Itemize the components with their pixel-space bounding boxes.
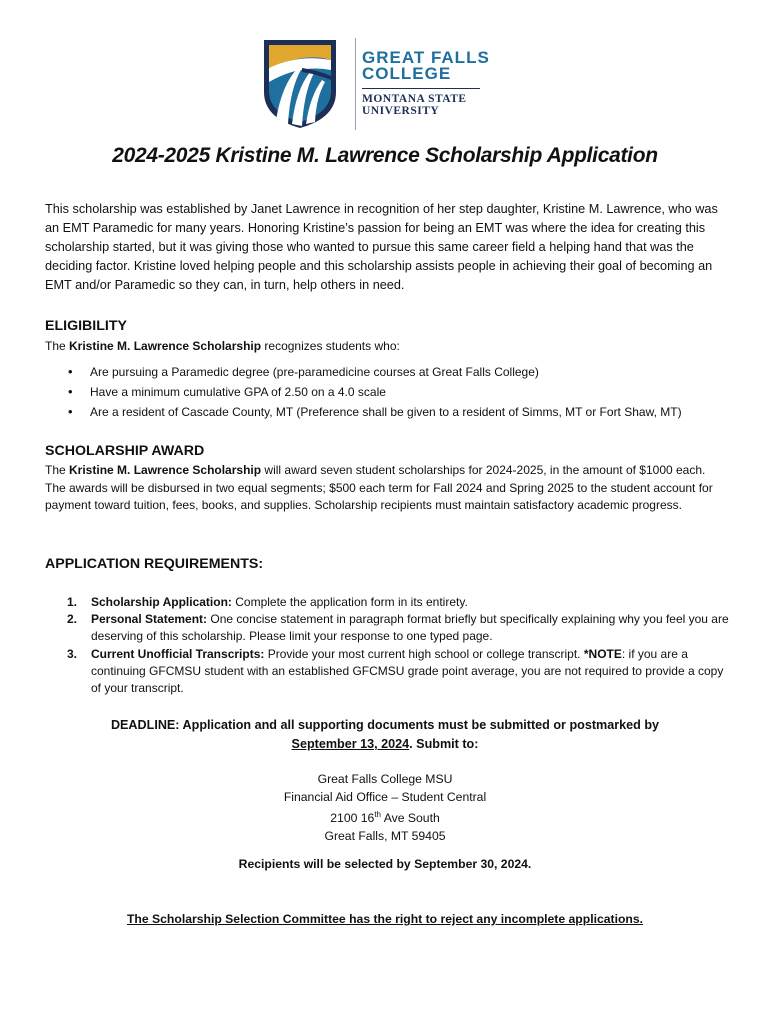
mailing-address: [0, 771, 770, 845]
address-line: Financial Aid Office – Student Central: [283, 789, 487, 804]
logo-line-montana-state: MONTANA STATE: [362, 93, 467, 105]
college-logo: [262, 36, 522, 132]
logo-line-great-falls: GREAT FALLS: [362, 48, 490, 67]
list-item: • Have a minimum cumulative GPA of 2.50 on a 4.0 scale: [45, 382, 735, 402]
address-line: Great Falls College MSU: [317, 772, 453, 786]
logo-rule: [362, 88, 480, 89]
address-line: 2100 16th Ave South: [330, 810, 440, 826]
scholarship-name: Kristine M. Lawrence Scholarship: [69, 463, 262, 477]
scholarship-name: Kristine M. Lawrence Scholarship: [69, 339, 262, 353]
logo-divider: [355, 38, 356, 130]
list-item: 3. Current Unofficial Transcripts: Provide your most current high school or college transcript. *NOTE: if you are a continuing GFCMSU student with an established GFCMSU grade point average, you are not required to provide a copy of your transcript.: [67, 646, 724, 696]
page-title: 2024-2025 Kristine M. Lawrence Scholarship Application: [112, 144, 658, 167]
deadline-line: DEADLINE: Application and all supporting documents must be submitted or postmarked by: [110, 718, 660, 732]
logo-line-university: UNIVERSITY: [362, 105, 440, 117]
committee-notice: The Scholarship Selection Committee has the right to reject any incomplete applications.: [126, 912, 644, 926]
eligibility-list: [45, 362, 735, 422]
recipients-notice: Recipients will be selected by September 30, 2024.: [238, 857, 532, 871]
intro-paragraph: This scholarship was established by Janet Lawrence in recognition of her step daughter, Kristine M. Lawrence, who was an EMT Paramedic for many years. Honoring Kristine’s passion for being an EMT was where the idea for creating this scholarship started, but it was giving those who wanted to pursue this same career field a helping hand that was the deciding factor. Kristine loved helping people and this scholarship assists people in achieving their goal of becoming an EMT and/or Paramedic so they can, in turn, help others in need.: [45, 202, 718, 292]
address-line: Great Falls, MT 59405: [324, 828, 446, 843]
shield-logo-icon: [262, 38, 338, 130]
eligibility-heading: ELIGIBILITY: [45, 318, 127, 334]
logo-line-college: COLLEGE: [362, 64, 452, 83]
list-item: • Are pursuing a Paramedic degree (pre-paramedicine courses at Great Falls College): [45, 362, 735, 382]
requirements-list: [45, 594, 735, 697]
eligibility-lead: The Kristine M. Lawrence Scholarship recognizes students who:: [45, 339, 400, 353]
logo-wordmark: [362, 50, 490, 117]
award-heading: SCHOLARSHIP AWARD: [45, 443, 205, 459]
list-item: 2. Personal Statement: One concise statement in paragraph format briefly but specifically explaining why you feel you are deserving of this scholarship. Please limit your response to one typed page.: [67, 612, 729, 644]
requirements-heading: APPLICATION REQUIREMENTS:: [45, 556, 264, 572]
award-paragraph: The Kristine M. Lawrence Scholarship will award seven student scholarships for 2024-2025, in the amount of $1000 each. The awards will be disbursed in two equal segments; $500 each term for Fall 2024 and Spring 2025 to the student account for payment toward tuition, fees, books, and supplies. Scholarship recipients must maintain satisfactory academic progress.: [45, 463, 713, 512]
deadline-date: September 13, 2024: [291, 737, 410, 751]
list-item: • Are a resident of Cascade County, MT (Preference shall be given to a resident of Simms, MT or Fort Shaw, MT): [45, 402, 735, 422]
deadline-date-line: September 13, 2024. Submit to:: [291, 737, 479, 751]
list-item: 1. Scholarship Application: Complete the application form in its entirety.: [67, 595, 468, 609]
deadline-notice: [0, 716, 770, 754]
